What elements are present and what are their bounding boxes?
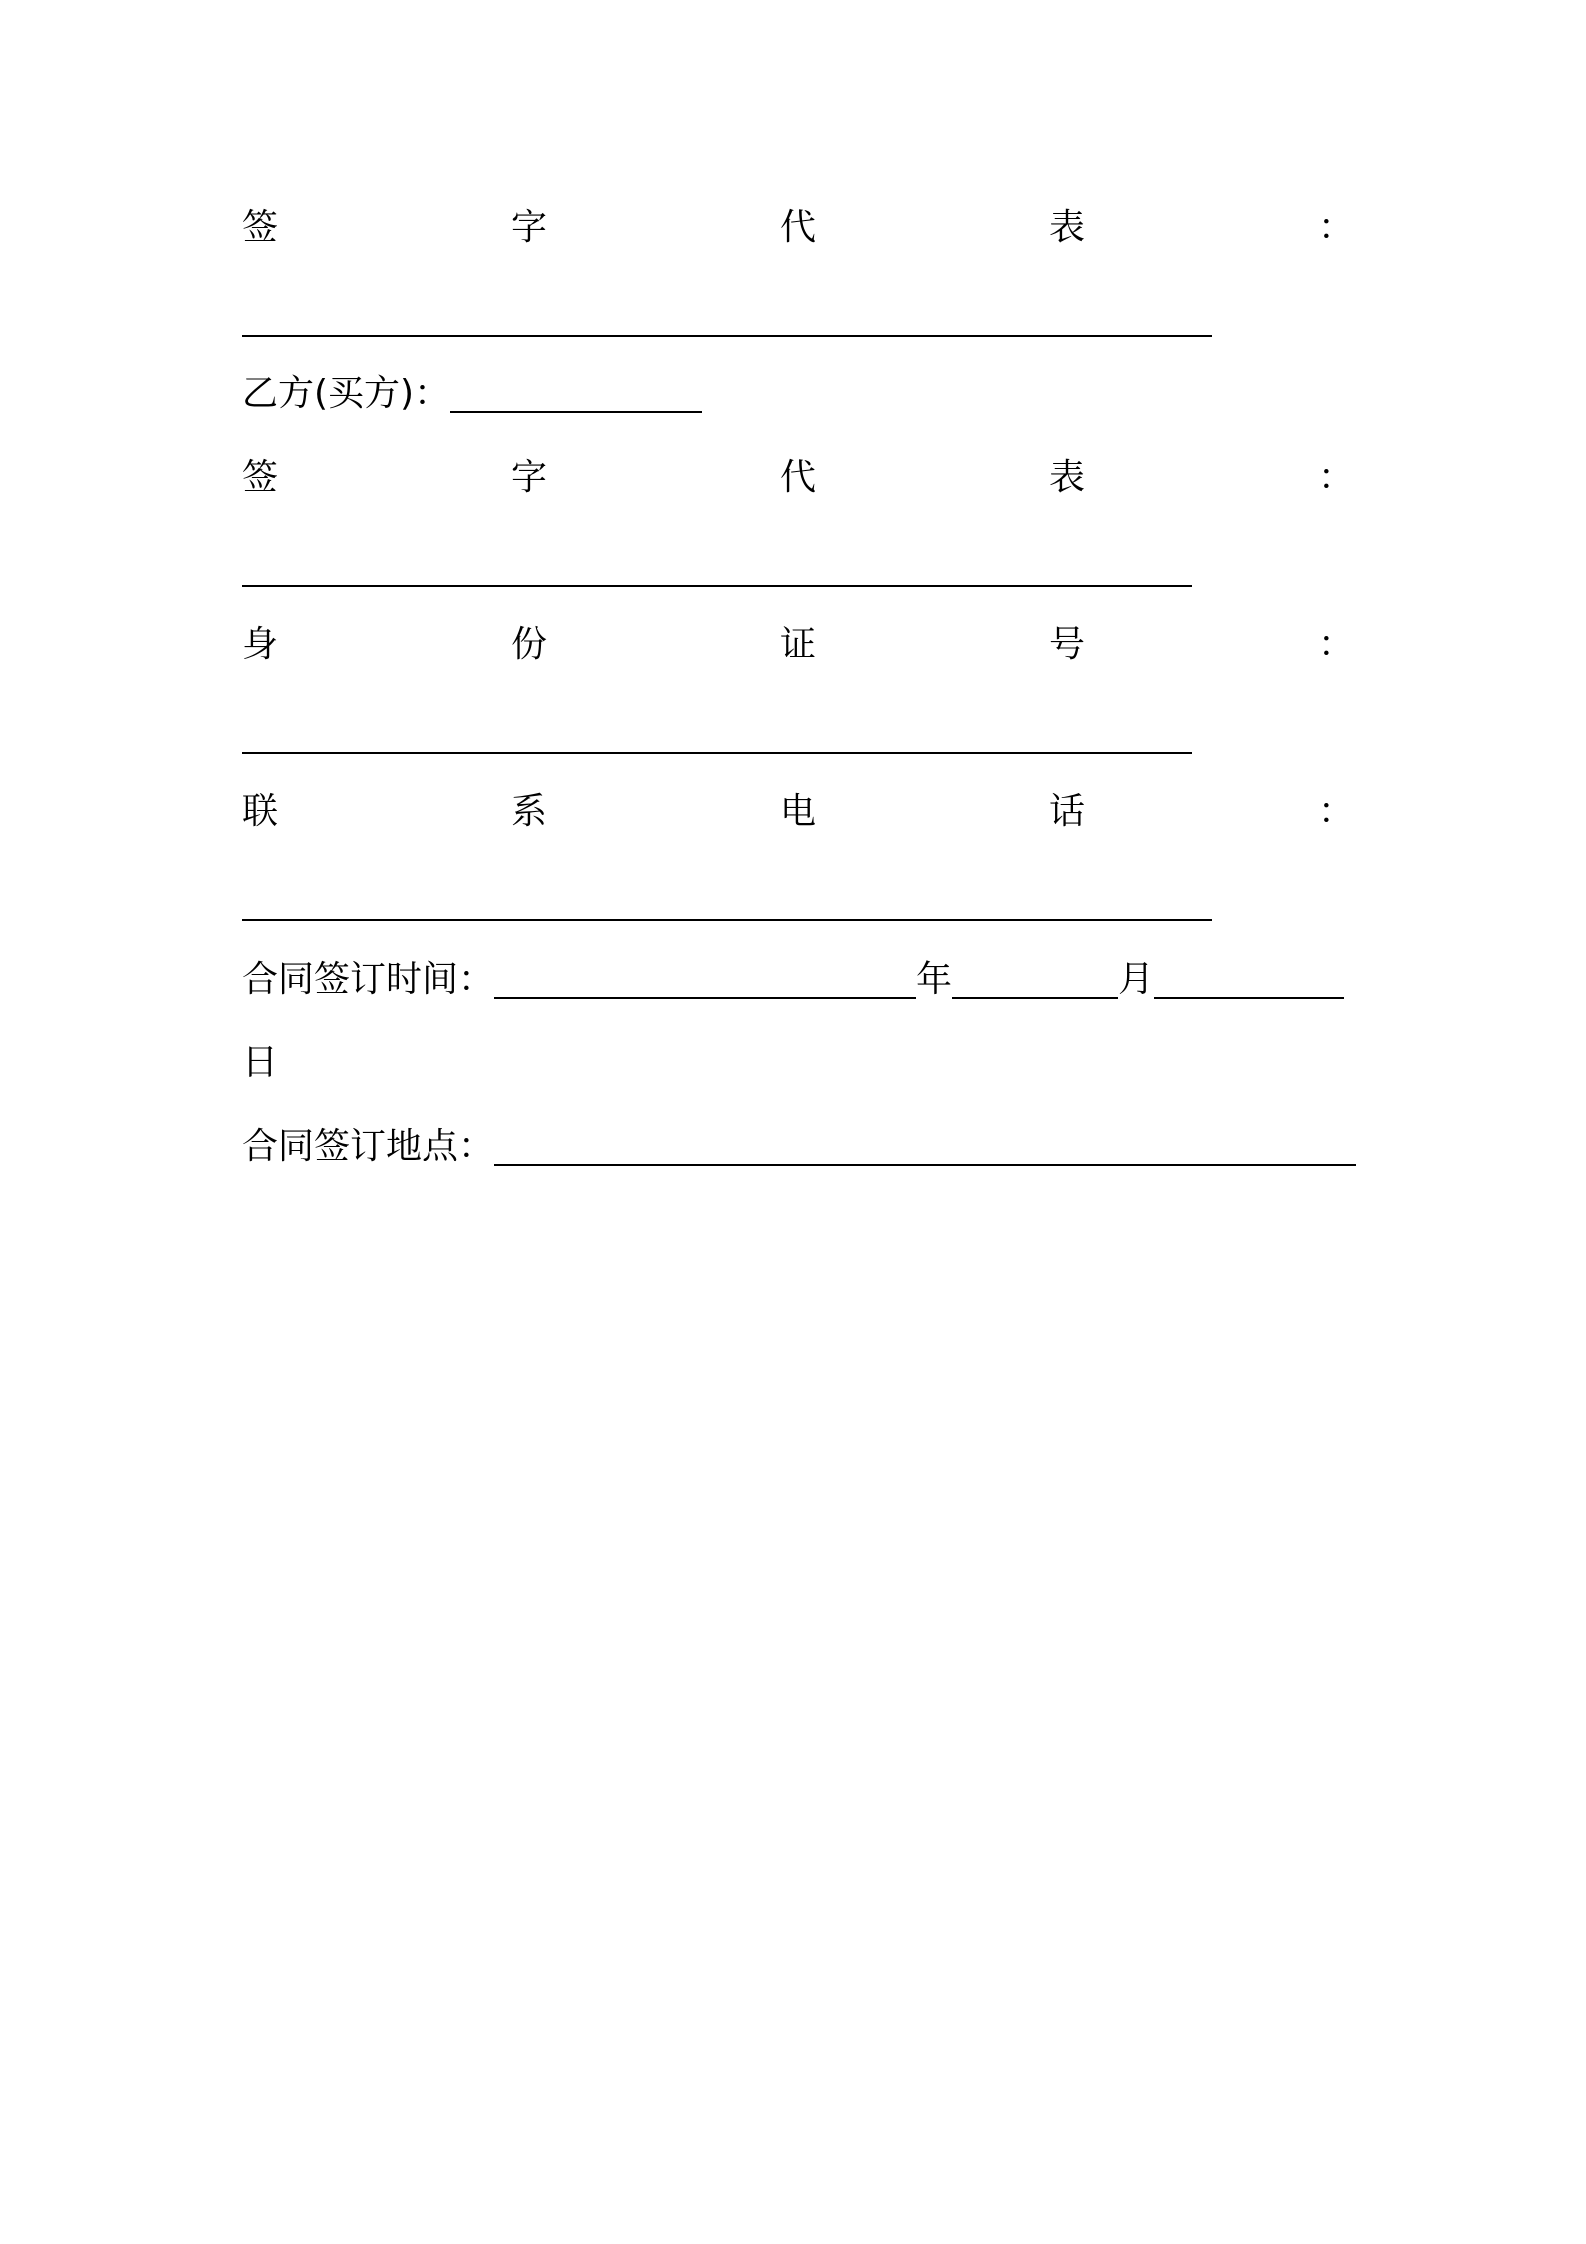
signature-representative-label-1 [242,198,1354,258]
party-b-row [242,364,1354,424]
label-char: 签 [242,457,279,498]
id-number-label [242,615,1354,675]
label-colon: ： [1317,457,1354,498]
id-number-blank[interactable] [242,752,1192,754]
label-char: 号 [1048,624,1085,665]
signing-month-blank[interactable] [952,957,1118,999]
label-char: 联 [242,791,279,832]
phone-blank[interactable] [242,919,1212,921]
label-char: 表 [1048,207,1085,248]
day-label: 日 [242,1042,279,1083]
label-colon: ： [1317,207,1354,248]
signature-representative-label-2 [242,448,1354,508]
month-label: 月 [1118,959,1155,1000]
signing-date-row [242,950,1354,1010]
label-char: 电 [779,791,816,832]
label-char: 份 [510,624,547,665]
phone-label [242,782,1354,842]
label-colon: ： [1317,791,1354,832]
signing-place-blank[interactable] [494,1124,1356,1166]
signature-representative-blank-2[interactable] [242,585,1192,587]
label-char: 系 [510,791,547,832]
label-char: 身 [242,624,279,665]
signature-representative-blank-1[interactable] [242,335,1212,337]
signing-place-label: 合同签订地点： [242,1126,495,1167]
label-char: 签 [242,207,279,248]
label-colon: ： [1317,624,1354,665]
label-char: 表 [1048,457,1085,498]
signing-date-label: 合同签订时间： [242,959,495,1000]
signing-day-blank[interactable] [1154,957,1344,999]
label-char: 字 [510,457,547,498]
label-char: 代 [779,207,816,248]
party-b-blank[interactable] [450,371,702,413]
signing-date-day-row [242,1033,1354,1093]
label-char: 话 [1048,791,1085,832]
party-b-label: 乙方(买方)： [242,373,451,414]
year-label: 年 [916,959,953,1000]
label-char: 代 [779,457,816,498]
signing-place-row [242,1117,1354,1177]
label-char: 字 [510,207,547,248]
signing-year-blank[interactable] [494,957,916,999]
label-char: 证 [779,624,816,665]
